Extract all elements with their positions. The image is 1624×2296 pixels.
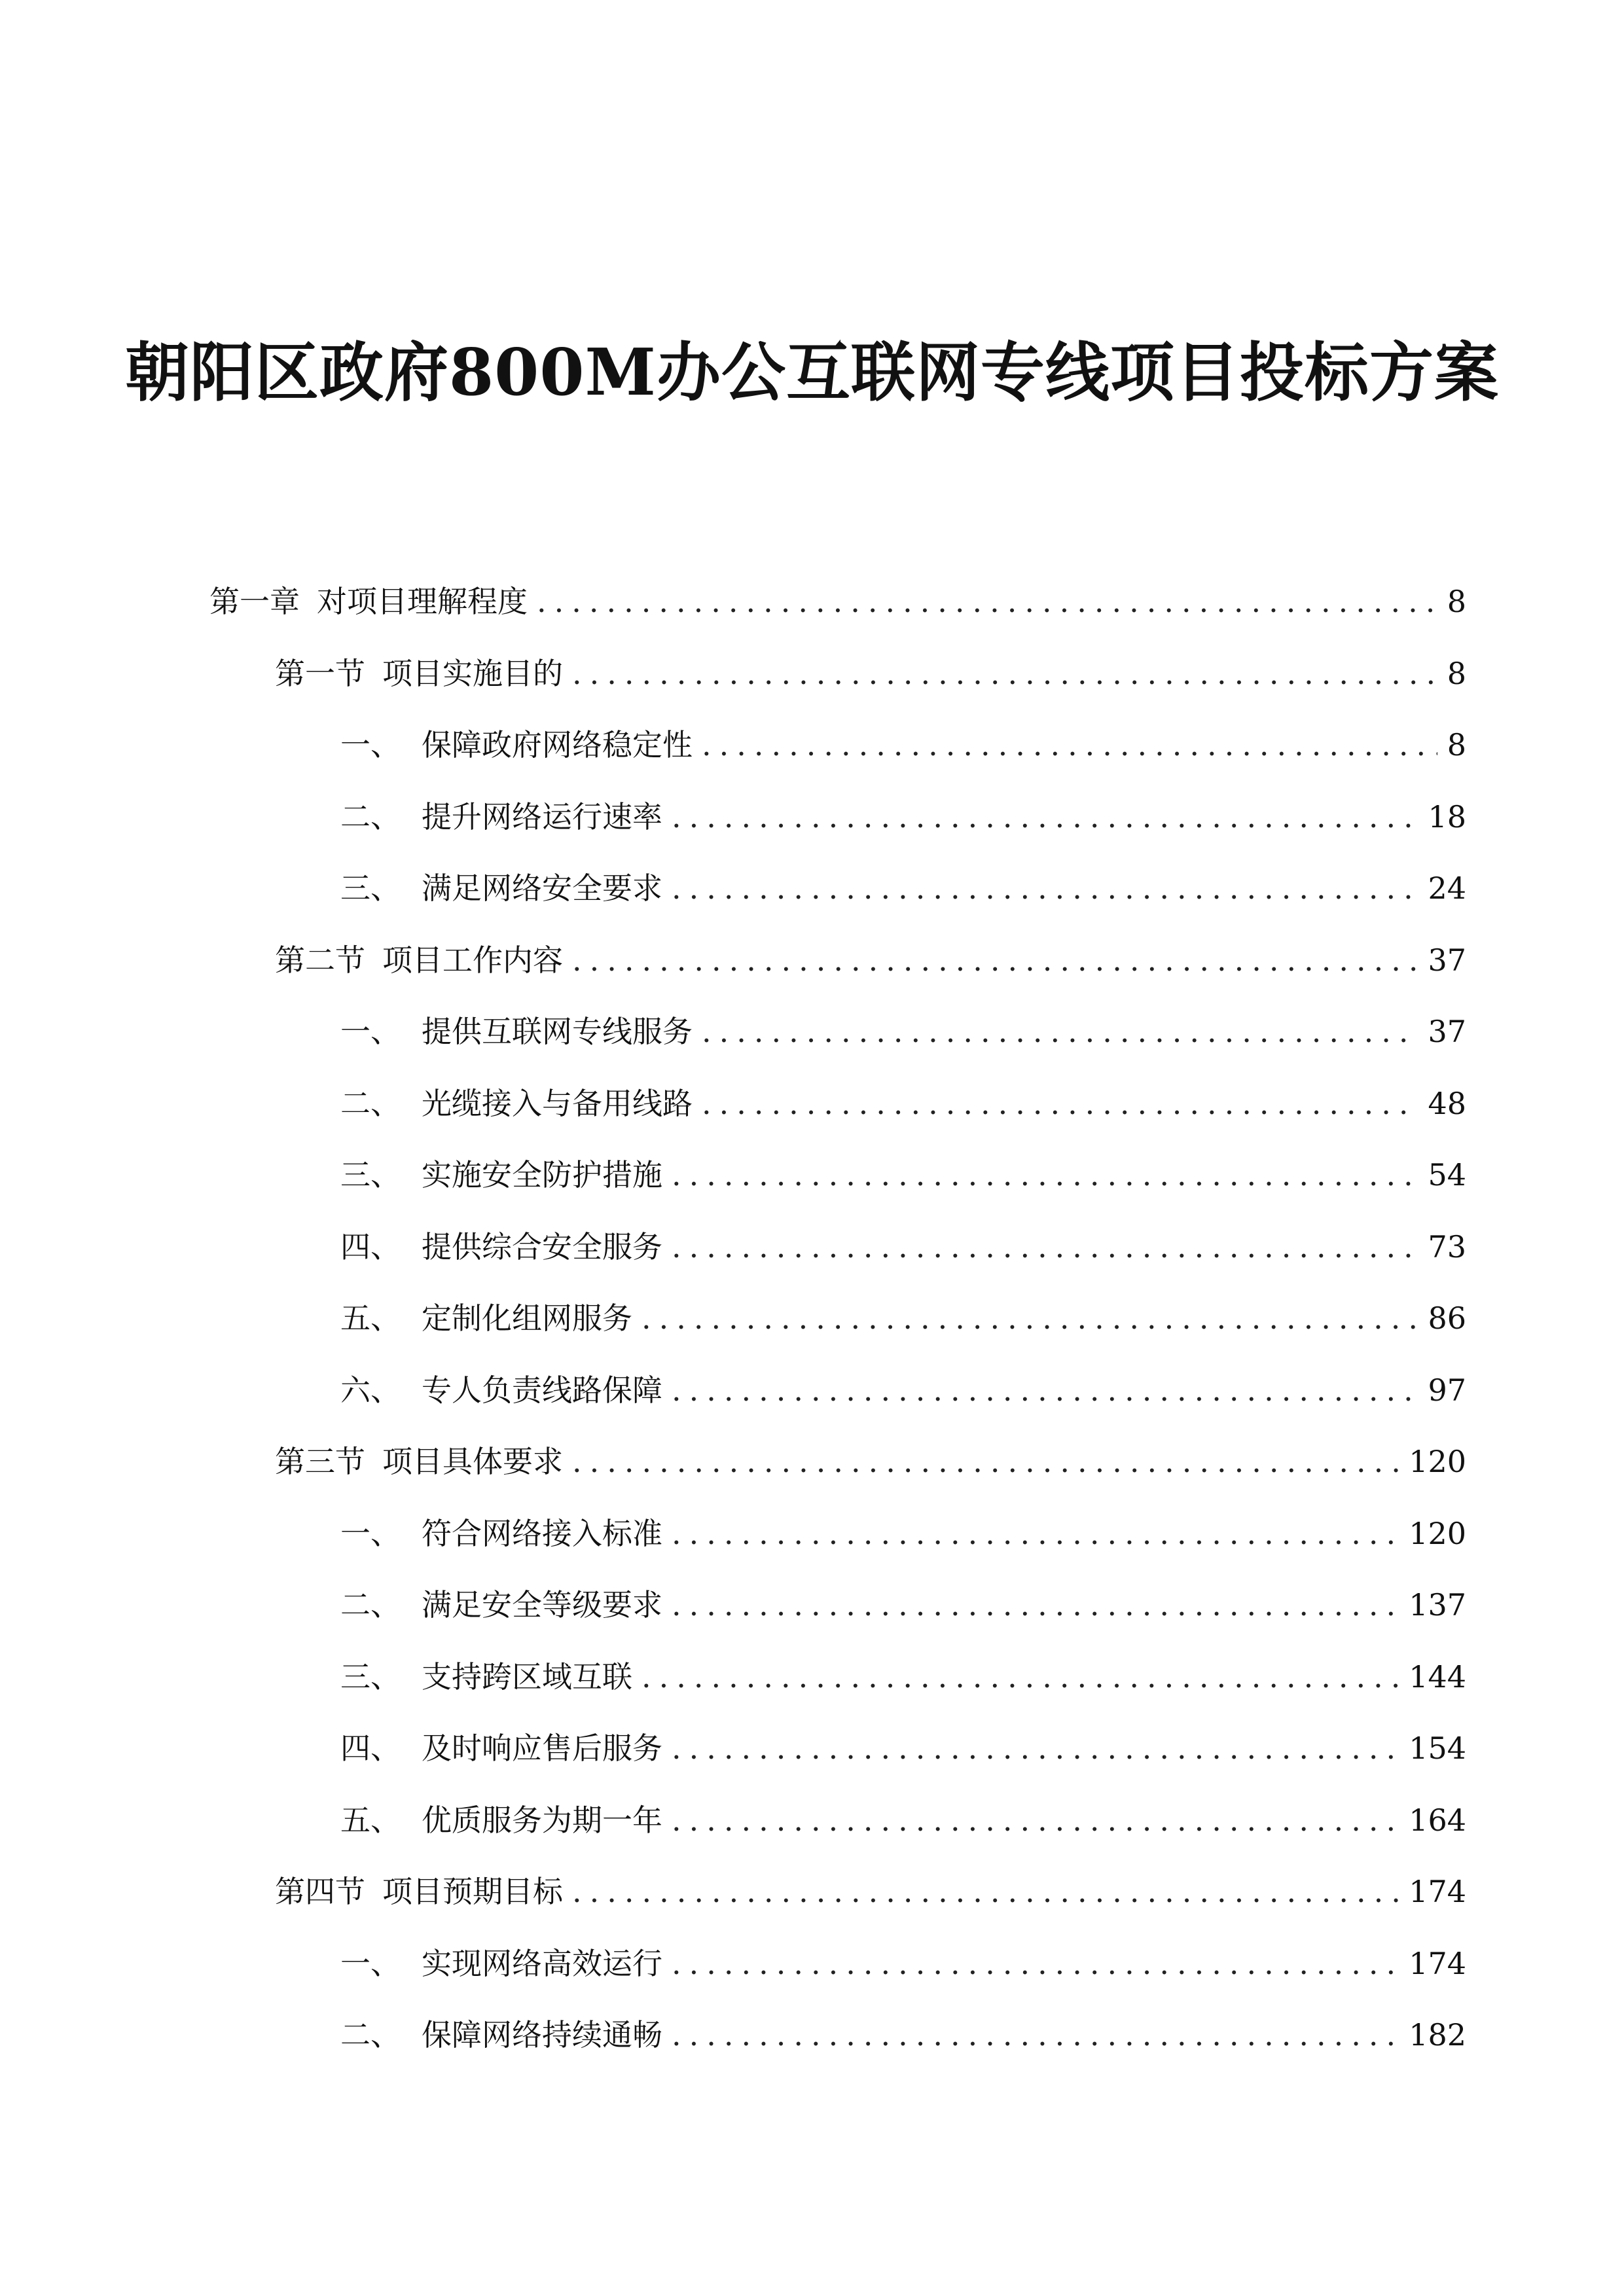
dot-leader	[572, 1856, 1399, 1928]
dot-leader	[572, 638, 1437, 710]
toc-entry-page: 154	[1409, 1731, 1466, 1766]
toc-entry-label: 优质服务为期一年	[422, 1802, 662, 1838]
toc-entry[interactable]	[209, 566, 1466, 638]
toc-entry[interactable]	[209, 1570, 1466, 1641]
toc-entry[interactable]	[209, 1498, 1466, 1570]
toc-entry-label: 项目预期目标	[382, 1874, 563, 1909]
toc-entry-page: 174	[1409, 1945, 1466, 1981]
dot-leader	[672, 1570, 1399, 1641]
toc-entry-label: 定制化组网服务	[422, 1300, 632, 1336]
toc-entry[interactable]	[209, 1856, 1466, 1928]
toc-entry-number: 四、	[340, 1731, 401, 1766]
toc-entry-label: 提供互联网专线服务	[422, 1014, 693, 1049]
toc-entry-number: 二、	[340, 1085, 401, 1121]
toc-entry-page: 8	[1447, 584, 1466, 619]
toc-entry-number: 第四节	[275, 1874, 365, 1909]
toc-entry[interactable]	[209, 1641, 1466, 1713]
toc-entry-page: 24	[1428, 870, 1466, 906]
toc-entry-label: 项目工作内容	[382, 942, 563, 978]
toc-entry-page: 174	[1409, 1874, 1466, 1909]
dot-leader	[572, 1426, 1399, 1498]
toc-entry-number: 三、	[340, 870, 401, 906]
toc-entry-number: 四、	[340, 1229, 401, 1265]
toc-entry[interactable]	[209, 1426, 1466, 1498]
toc-entry-label: 符合网络接入标准	[422, 1515, 662, 1551]
toc-entry-label: 专人负责线路保障	[422, 1372, 662, 1408]
dot-leader	[572, 925, 1418, 997]
toc-entry-label: 项目具体要求	[382, 1444, 563, 1479]
toc-entry-label: 实现网络高效运行	[422, 1945, 662, 1981]
toc-entry-number: 二、	[340, 2017, 401, 2053]
toc-entry-page: 37	[1428, 942, 1466, 978]
dot-leader	[672, 1355, 1418, 1427]
toc-entry-page: 86	[1428, 1300, 1466, 1336]
toc-entry-page: 182	[1409, 2017, 1466, 2053]
toc-entry[interactable]	[209, 2000, 1466, 2072]
toc-entry-label: 保障政府网络稳定性	[422, 727, 693, 762]
toc-entry-number: 第一节	[275, 655, 365, 691]
toc-entry[interactable]	[209, 1928, 1466, 2000]
toc-entry-label: 保障网络持续通畅	[422, 2017, 662, 2053]
toc-entry-label: 对项目理解程度	[317, 584, 528, 619]
toc-entry[interactable]	[209, 1139, 1466, 1211]
toc-entry[interactable]	[209, 781, 1466, 853]
toc-entry-label: 及时响应售后服务	[422, 1731, 662, 1766]
dot-leader	[672, 1928, 1399, 2000]
toc-entry-label: 实施安全防护措施	[422, 1157, 662, 1193]
toc-entry-number: 一、	[340, 1014, 401, 1049]
toc-entry[interactable]	[209, 1068, 1466, 1140]
dot-leader	[672, 1498, 1399, 1570]
dot-leader	[672, 1785, 1399, 1857]
toc-entry[interactable]	[209, 853, 1466, 925]
dot-leader	[672, 1713, 1399, 1785]
toc-entry-label: 支持跨区域互联	[422, 1659, 632, 1695]
toc-entry-number: 二、	[340, 798, 401, 834]
toc-entry-page: 8	[1447, 655, 1466, 691]
toc-entry-page: 120	[1409, 1515, 1466, 1551]
dot-leader	[702, 709, 1437, 781]
toc-entry-number: 五、	[340, 1802, 401, 1838]
toc-entry-page: 18	[1428, 798, 1466, 834]
toc-entry-page: 73	[1428, 1229, 1466, 1265]
dot-leader	[672, 781, 1418, 853]
toc-entry-page: 120	[1409, 1444, 1466, 1479]
toc-entry-label: 提供综合安全服务	[422, 1229, 662, 1265]
toc-entry-page: 8	[1447, 727, 1466, 762]
dot-leader	[537, 566, 1437, 638]
toc-entry-page: 54	[1428, 1157, 1466, 1193]
toc-entry-number: 第二节	[275, 942, 365, 978]
toc-entry-page: 37	[1428, 1014, 1466, 1049]
dot-leader	[672, 853, 1418, 925]
toc-entry-number: 一、	[340, 1515, 401, 1551]
dot-leader	[702, 996, 1418, 1068]
toc-entry[interactable]	[209, 1283, 1466, 1355]
toc-entry-page: 164	[1409, 1802, 1466, 1838]
toc-entry[interactable]	[209, 1785, 1466, 1857]
toc-entry[interactable]	[209, 638, 1466, 710]
toc-entry-number: 第一章	[209, 584, 300, 619]
toc-entry-label: 满足安全等级要求	[422, 1587, 662, 1623]
toc-entry[interactable]	[209, 925, 1466, 997]
toc-entry[interactable]	[209, 996, 1466, 1068]
toc-entry-number: 一、	[340, 1945, 401, 1981]
document-title: 朝阳区政府800M办公互联网专线项目投标方案	[124, 335, 1500, 410]
toc-entry[interactable]	[209, 709, 1466, 781]
toc-entry-number: 一、	[340, 727, 401, 762]
dot-leader	[641, 1641, 1399, 1713]
toc-entry-label: 提升网络运行速率	[422, 798, 662, 834]
toc-entry-number: 第三节	[275, 1444, 365, 1479]
toc-entry-page: 97	[1428, 1372, 1466, 1408]
dot-leader	[672, 2000, 1399, 2072]
toc-entry[interactable]	[209, 1713, 1466, 1785]
toc-entry-page: 144	[1409, 1659, 1466, 1695]
toc-entry-label: 光缆接入与备用线路	[422, 1085, 693, 1121]
toc-entry-number: 六、	[340, 1372, 401, 1408]
toc-entry[interactable]	[209, 1211, 1466, 1283]
dot-leader	[672, 1211, 1418, 1283]
toc-entry-label: 项目实施目的	[382, 655, 563, 691]
toc-entry-number: 三、	[340, 1659, 401, 1695]
dot-leader	[672, 1139, 1418, 1211]
toc-entry[interactable]	[209, 1355, 1466, 1427]
toc-entry-number: 三、	[340, 1157, 401, 1193]
table-of-contents	[209, 566, 1466, 2072]
dot-leader	[702, 1068, 1418, 1140]
toc-entry-page: 137	[1409, 1587, 1466, 1623]
toc-entry-label: 满足网络安全要求	[422, 870, 662, 906]
toc-entry-page: 48	[1428, 1085, 1466, 1121]
toc-entry-number: 五、	[340, 1300, 401, 1336]
dot-leader	[641, 1283, 1418, 1355]
toc-entry-number: 二、	[340, 1587, 401, 1623]
